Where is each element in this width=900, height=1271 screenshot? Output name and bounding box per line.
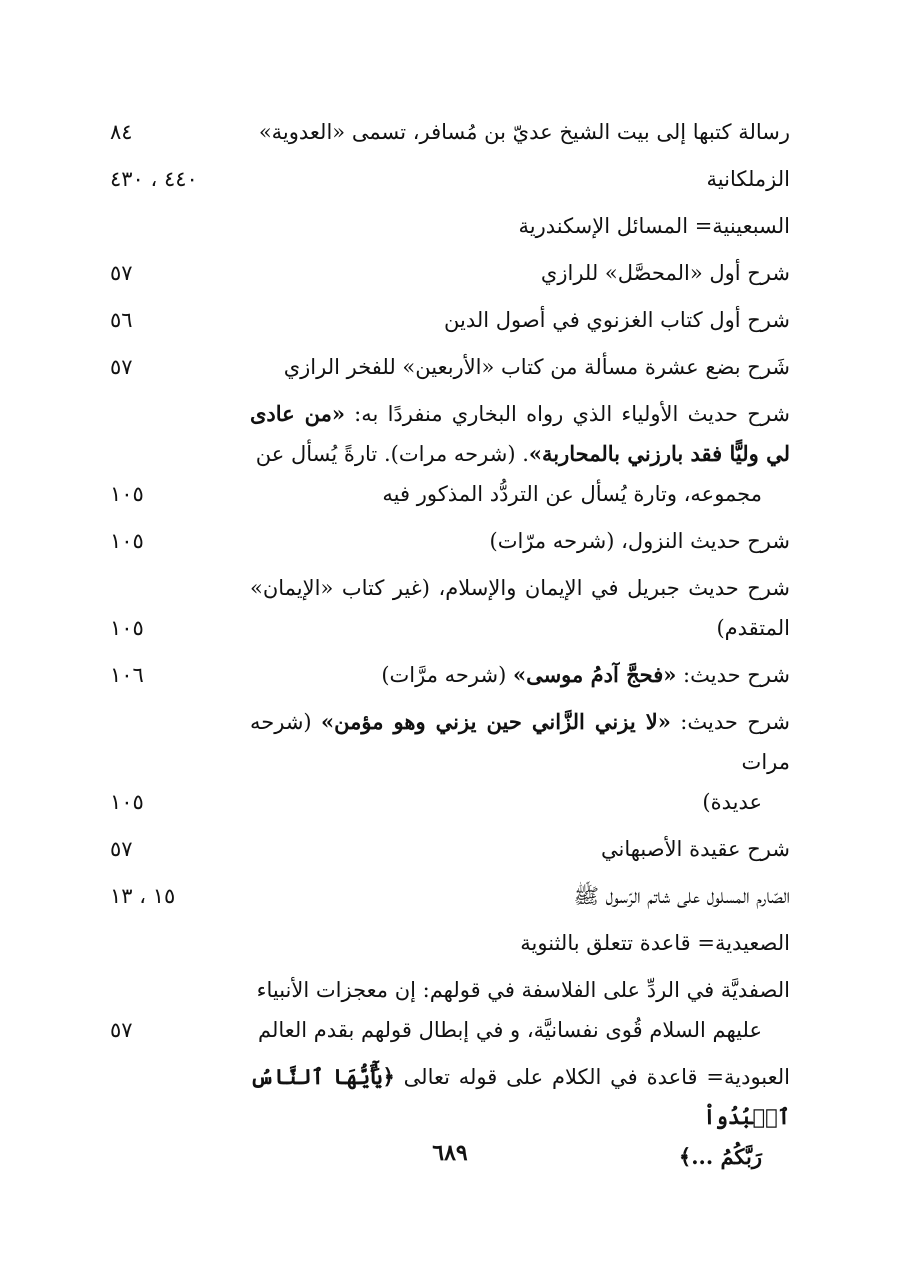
entry-title: الزملكانية [706, 167, 790, 191]
index-entry [110, 876, 790, 916]
entry-title: شرح حديث النزول، (شرحه مرّات) [489, 529, 790, 553]
entry-pages: ١٠٥ [110, 616, 144, 640]
entry-pages: ٥٧ [110, 1018, 133, 1042]
entry-pages: ٥٦ [110, 308, 133, 332]
page-number: ٦٨٩ [432, 1140, 468, 1166]
entry-pages: ١٥ ، ١٣ [110, 884, 176, 908]
hadith-quote: «من عادى لي وليًّا فقد بارزني بالمحاربة» [250, 401, 790, 466]
entry-continuation: عليهم السلام قُوى نفسانيَّة، و في إبطال قولهم بقدم العالم [257, 1018, 762, 1042]
entry-title: شرح أول «المحصَّل» للرازي [540, 261, 790, 285]
entry-title [250, 702, 790, 822]
entry-text-part: . (شرحه مرات). تارةً يُسأل عن [255, 442, 529, 466]
index-entry [110, 655, 790, 695]
index-entry [110, 112, 790, 152]
index-entry [110, 394, 790, 514]
entry-pages: ٥٧ [110, 355, 133, 379]
entry-title [250, 394, 790, 514]
entry-pages: ٥٧ [110, 837, 133, 861]
index-entry [110, 970, 790, 1050]
entry-title [250, 970, 790, 1050]
quran-verse: ﴿يَٰٓأَيُّهَا ٱلنَّاسُ ٱعۡبُدُواْ [250, 1064, 790, 1129]
index-entry [110, 829, 790, 869]
entry-title: شرح حديث جبريل في الإيمان والإسلام، (غير كتاب «الإيمان» المتقدم) [250, 576, 790, 640]
index-entry [110, 253, 790, 293]
entry-pages: ٨٤ [110, 120, 133, 144]
entry-continuation: مجموعه، وتارة يُسأل عن التردُّد المذكور فيه [382, 482, 762, 506]
entry-text-part: شرح حديث: [670, 710, 790, 734]
index-entry [110, 300, 790, 340]
entry-text-part: شرح حديث الأولياء الذي رواه البخاري منفردًا به: [344, 402, 791, 426]
index-list [110, 112, 790, 1184]
entry-title: شَرح بضع عشرة مسألة من كتاب «الأربعين» للفخر الرازي [283, 355, 790, 379]
entry-text-part: شرح حديث: [676, 663, 790, 687]
entry-pages: ١٠٥ [110, 529, 144, 553]
index-entry [110, 206, 790, 246]
entry-pages: ١٠٦ [110, 663, 144, 687]
entry-text-part: العبودية= قاعدة في الكلام على قوله تعالى [394, 1065, 790, 1089]
entry-continuation: عديدة) [702, 790, 762, 814]
entry-title: شرح عقيدة الأصبهاني [600, 837, 790, 861]
entry-title: شرح أول كتاب الغزنوي في أصول الدين [443, 308, 790, 332]
entry-pages: ١٠٥ [110, 790, 144, 814]
entry-text-part: الصفديَّة في الردِّ على الفلاسفة في قولهم: إن معجزات الأنبياء [256, 978, 790, 1002]
index-entry [110, 159, 790, 199]
index-entry [110, 568, 790, 648]
entry-text-part: (شرحه مرات [250, 710, 790, 774]
entry-text-part: (شرحه مرَّات) [381, 663, 513, 687]
entry-title: الصعيدية= قاعدة تتعلق بالثنوية [520, 931, 790, 955]
entry-title: السبعينية= المسائل الإسكندرية [518, 214, 790, 238]
hadith-quote: «لا يزني الزَّاني حين يزني وهو مؤمن» [321, 709, 671, 734]
index-entry [110, 702, 790, 822]
entry-pages: ٤٤٠ ، ٤٣٠ [110, 167, 198, 191]
entry-title: الصّارم المسلول على شاتم الرّسول ﷺ [573, 884, 790, 908]
entry-pages: ٥٧ [110, 261, 133, 285]
entry-title: رسالة كتبها إلى بيت الشيخ عديّ بن مُسافر، تسمى «العدوية» [258, 120, 790, 144]
entry-continuation: رَبَّكُمُ ...﴾ [678, 1144, 762, 1169]
index-entry [110, 521, 790, 561]
index-entry [110, 923, 790, 963]
entry-title [250, 655, 790, 695]
hadith-quote: «فحجَّ آدمُ موسى» [512, 662, 677, 687]
index-entry [110, 347, 790, 387]
entry-pages: ١٠٥ [110, 482, 144, 506]
